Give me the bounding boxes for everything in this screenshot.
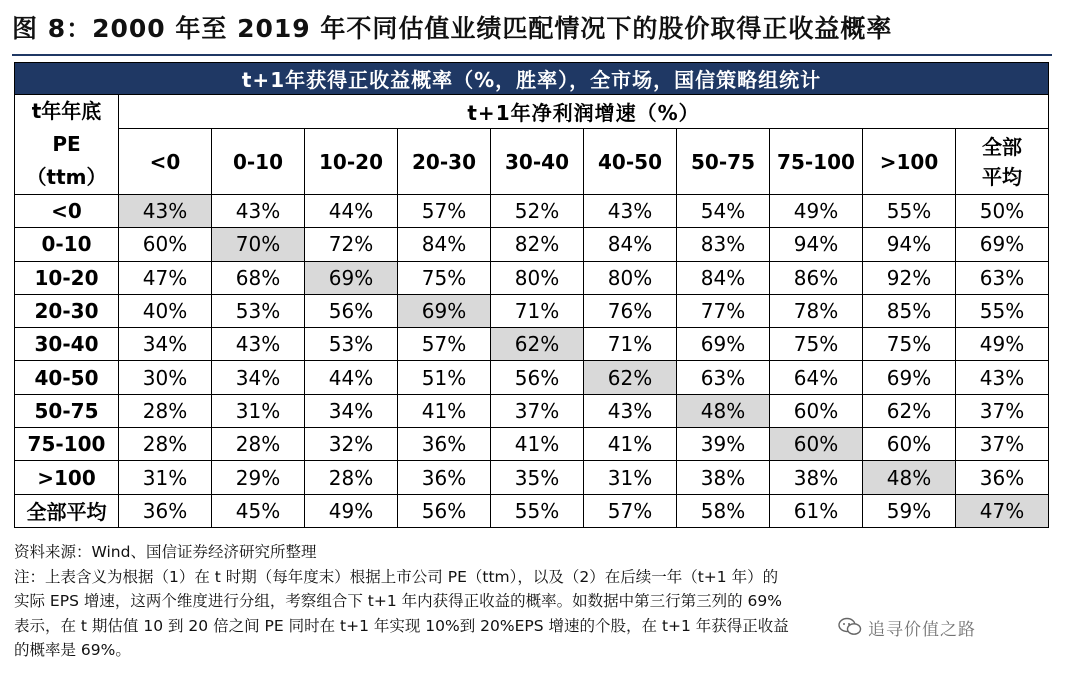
table-cell: 37% [956, 394, 1049, 427]
table-cell: 43% [956, 361, 1049, 394]
title-rule [12, 54, 1052, 56]
row-header: 0-10 [15, 228, 119, 261]
diagonal-cell: 47% [956, 494, 1049, 527]
table-row [15, 195, 1049, 228]
column-header: 40-50 [584, 129, 677, 195]
table-cell: 28% [305, 461, 398, 494]
table-cell: 51% [398, 361, 491, 394]
figure-title: 图 8：2000 年至 2019 年不同估值业绩匹配情况下的股价取得正收益概率 [12, 14, 893, 43]
table-cell: 57% [584, 494, 677, 527]
table-cell: 28% [119, 394, 212, 427]
table-row [15, 328, 1049, 361]
table-row [15, 294, 1049, 327]
table-header: t+1年获得正收益概率（%，胜率），全市场，国信策略组统计 [15, 63, 1049, 95]
table-cell: 36% [398, 428, 491, 461]
table-cell: 31% [119, 461, 212, 494]
diagonal-cell: 43% [119, 195, 212, 228]
row-header: 10-20 [15, 261, 119, 294]
table-cell: 36% [119, 494, 212, 527]
probability-table [14, 62, 1049, 528]
table-cell: 41% [398, 394, 491, 427]
table-cell: 61% [770, 494, 863, 527]
row-header: 50-75 [15, 394, 119, 427]
table-cell: 72% [305, 228, 398, 261]
table-cell: 31% [212, 394, 305, 427]
diagonal-cell: 62% [584, 361, 677, 394]
note-line-2: 实际 EPS 增速，这两个维度进行分组，考察组合下 t+1 年内获得正收益的概率。如数据中第三行第三列的 69% [14, 592, 782, 610]
watermark [838, 614, 976, 640]
corner-line-2: PE [52, 132, 81, 156]
table-cell: 34% [305, 394, 398, 427]
table-cell: 84% [584, 228, 677, 261]
table-cell: 69% [863, 361, 956, 394]
column-header: 20-30 [398, 129, 491, 195]
table-cell: 43% [212, 328, 305, 361]
table-cell: 92% [863, 261, 956, 294]
wechat-icon [838, 617, 862, 637]
table-cell: 41% [491, 428, 584, 461]
table-cell: 52% [491, 195, 584, 228]
table-row [15, 228, 1049, 261]
diagonal-cell: 69% [305, 261, 398, 294]
table-cell: 56% [398, 494, 491, 527]
table-cell: 35% [491, 461, 584, 494]
column-header: <0 [119, 129, 212, 195]
table-cell: 28% [212, 428, 305, 461]
table-cell: 28% [119, 428, 212, 461]
table-cell: 41% [584, 428, 677, 461]
table-cell: 29% [212, 461, 305, 494]
table-cell: 58% [677, 494, 770, 527]
table-cell: 75% [770, 328, 863, 361]
column-header: 30-40 [491, 129, 584, 195]
column-header: 75-100 [770, 129, 863, 195]
table-row [15, 394, 1049, 427]
column-group-header: t+1年净利润增速（%） [119, 95, 1049, 129]
table-cell: 56% [305, 294, 398, 327]
watermark-text: 追寻价值之路 [868, 619, 976, 640]
note-line-4: 的概率是 69%。 [14, 641, 131, 659]
column-header: 50-75 [677, 129, 770, 195]
table-cell: 55% [491, 494, 584, 527]
table-cell: 77% [677, 294, 770, 327]
table-cell: 86% [770, 261, 863, 294]
table-cell: 34% [212, 361, 305, 394]
corner-line-3: （ttm） [26, 165, 107, 189]
table-cell: 55% [863, 195, 956, 228]
table-cell: 69% [677, 328, 770, 361]
table-row [15, 494, 1049, 527]
table-cell: 75% [863, 328, 956, 361]
table-cell: 76% [584, 294, 677, 327]
row-header: 75-100 [15, 428, 119, 461]
table-cell: 53% [305, 328, 398, 361]
table-cell: 32% [305, 428, 398, 461]
table-cell: 50% [956, 195, 1049, 228]
table-row [15, 461, 1049, 494]
row-header: <0 [15, 195, 119, 228]
diagonal-cell: 48% [863, 461, 956, 494]
table-cell: 49% [305, 494, 398, 527]
row-header: 40-50 [15, 361, 119, 394]
table-cell: 75% [398, 261, 491, 294]
table-cell: 71% [584, 328, 677, 361]
table-cell: 44% [305, 361, 398, 394]
notes [14, 540, 1054, 663]
note-line-1: 注：上表含义为根据（1）在 t 时期（每年度末）根据上市公司 PE（ttm），以及（2）在后续一年（t+1 年）的 [14, 567, 779, 586]
table-cell: 43% [584, 394, 677, 427]
table-cell: 60% [119, 228, 212, 261]
table-cell: 44% [305, 195, 398, 228]
table-cell: 43% [212, 195, 305, 228]
table-cell: 36% [398, 461, 491, 494]
corner-line-1: t年年底 [31, 99, 102, 123]
table-row [15, 361, 1049, 394]
table-cell: 59% [863, 494, 956, 527]
row-header: >100 [15, 461, 119, 494]
table-cell: 37% [491, 394, 584, 427]
source-note: 资料来源：Wind、国信证券经济研究所整理 [14, 543, 317, 561]
table-cell: 82% [491, 228, 584, 261]
table-cell: 64% [770, 361, 863, 394]
row-header: 30-40 [15, 328, 119, 361]
column-header-row [15, 129, 1049, 195]
table-cell: 56% [491, 361, 584, 394]
table-cell: 71% [491, 294, 584, 327]
diagonal-cell: 60% [770, 428, 863, 461]
table-cell: 84% [677, 261, 770, 294]
table-cell: 39% [677, 428, 770, 461]
table-cell: 84% [398, 228, 491, 261]
table-cell: 69% [956, 228, 1049, 261]
note-line-3: 表示，在 t 期估值 10 到 20 倍之间 PE 同时在 t+1 年实现 10%到 20%EPS 增速的个股，在 t+1 年获得正收益 [14, 616, 789, 635]
table-cell: 63% [677, 361, 770, 394]
table-cell: 34% [119, 328, 212, 361]
column-header: 全部 平均 [956, 129, 1049, 195]
table-cell: 54% [677, 195, 770, 228]
table-cell: 80% [584, 261, 677, 294]
table-cell: 30% [119, 361, 212, 394]
table-cell: 43% [584, 195, 677, 228]
diagonal-cell: 70% [212, 228, 305, 261]
table-cell: 55% [956, 294, 1049, 327]
diagonal-cell: 48% [677, 394, 770, 427]
table-cell: 57% [398, 195, 491, 228]
table-cell: 63% [956, 261, 1049, 294]
table-cell: 83% [677, 228, 770, 261]
table-cell: 60% [770, 394, 863, 427]
row-header: 全部平均 [15, 494, 119, 527]
column-header: 10-20 [305, 129, 398, 195]
table-cell: 62% [863, 394, 956, 427]
table-cell: 49% [770, 195, 863, 228]
table-cell: 94% [770, 228, 863, 261]
table-cell: 57% [398, 328, 491, 361]
table-cell: 60% [863, 428, 956, 461]
diagonal-cell: 69% [398, 294, 491, 327]
column-header: >100 [863, 129, 956, 195]
table-cell: 68% [212, 261, 305, 294]
table-cell: 38% [677, 461, 770, 494]
corner-label [15, 95, 119, 195]
probability-table-wrap [14, 62, 1048, 528]
diagonal-cell: 62% [491, 328, 584, 361]
table-cell: 31% [584, 461, 677, 494]
table-cell: 53% [212, 294, 305, 327]
table-cell: 45% [212, 494, 305, 527]
table-cell: 85% [863, 294, 956, 327]
table-cell: 38% [770, 461, 863, 494]
table-cell: 49% [956, 328, 1049, 361]
table-cell: 36% [956, 461, 1049, 494]
table-row [15, 428, 1049, 461]
row-header: 20-30 [15, 294, 119, 327]
column-header: 0-10 [212, 129, 305, 195]
table-cell: 78% [770, 294, 863, 327]
table-cell: 80% [491, 261, 584, 294]
table-row [15, 261, 1049, 294]
table-cell: 37% [956, 428, 1049, 461]
table-cell: 47% [119, 261, 212, 294]
table-cell: 94% [863, 228, 956, 261]
table-cell: 40% [119, 294, 212, 327]
